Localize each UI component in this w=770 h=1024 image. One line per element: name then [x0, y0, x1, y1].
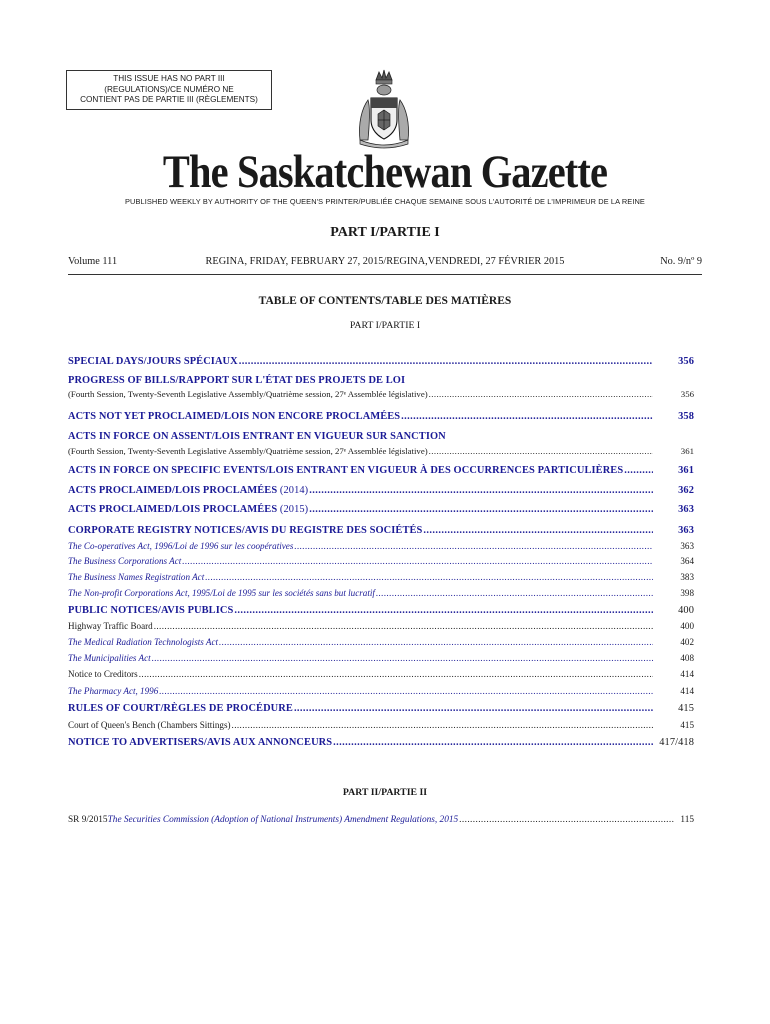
toc-entry-page: 363 [678, 525, 694, 536]
gazette-masthead-title: The Saskatchewan Gazette [162, 146, 608, 198]
toc-entry-label: Court of Queen's Bench (Chambers Sittings) [68, 720, 231, 730]
toc-entry-label: NOTICE TO ADVERTISERS/AVIS AUX ANNONCEURS [68, 737, 333, 748]
toc-entry-label: The Business Names Registration Act [68, 572, 205, 582]
toc-subentry[interactable] [68, 588, 694, 605]
toc-entry[interactable] [68, 431, 694, 446]
toc-entry-page: 415 [678, 703, 694, 714]
toc-subentry[interactable] [68, 720, 694, 737]
toc-entry-label: SPECIAL DAYS/JOURS SPÉCIAUX [68, 356, 238, 367]
toc-entry[interactable] [68, 465, 694, 485]
toc-entry-year: (2015) [279, 504, 309, 515]
toc-entry[interactable] [68, 504, 694, 525]
toc-entry-label: The Medical Radiation Technologists Act [68, 637, 219, 647]
toc-entry-label: CORPORATE REGISTRY NOTICES/AVIS DU REGISTRE DES SOCIÉTÉS [68, 525, 423, 536]
toc-entry-page: 362 [678, 485, 694, 496]
notice-line-3: CONTIENT PAS DE PARTIE III (RÈGLEMENTS) [80, 95, 258, 105]
toc-entry-label: ACTS NOT YET PROCLAIMED/LOIS NON ENCORE PROCLAMÉES [68, 411, 401, 422]
toc-title: TABLE OF CONTENTS/TABLE DES MATIÈRES [258, 295, 512, 307]
toc-entry[interactable] [68, 737, 694, 754]
saskatchewan-coat-of-arms-icon [354, 68, 414, 150]
toc-entry[interactable] [68, 605, 694, 621]
toc-entry[interactable] [68, 356, 694, 375]
toc-entry[interactable] [68, 485, 694, 504]
toc-entry-label: (Fourth Session, Twenty-Seventh Legislative Assembly/Quatrième session, 27ᵉ Assemblée législative) [68, 446, 428, 456]
toc-entry-page: 363 [680, 541, 694, 551]
toc-entry-label: RULES OF COURT/RÈGLES DE PROCÉDURE [68, 703, 293, 714]
toc-subentry[interactable] [68, 621, 694, 637]
toc-subentry[interactable] [68, 572, 694, 588]
toc-entry-page: 356 [678, 356, 694, 367]
issue-info-line [68, 253, 702, 275]
toc-subentry[interactable] [68, 669, 694, 686]
toc-subentry[interactable] [68, 556, 694, 572]
toc-entry-page: 414 [680, 669, 694, 679]
toc-entry[interactable] [68, 375, 694, 389]
volume-number: Volume 111 [68, 256, 118, 267]
toc-entry-note[interactable] [68, 389, 694, 411]
toc-entry-page: 400 [678, 605, 694, 616]
toc-entry-page: 408 [680, 653, 694, 663]
toc-entry-page: 415 [680, 720, 694, 730]
notice-line-2: (REGULATIONS)/CE NUMÉRO NE [104, 84, 234, 94]
toc-entry-page: 361 [680, 446, 694, 456]
toc-entry-label: The Non-profit Corporations Act, 1995/Loi de 1995 sur les sociétés sans but lucratif [68, 588, 375, 598]
toc-entry-page: 358 [678, 411, 694, 422]
toc-entry[interactable] [68, 525, 694, 541]
toc-subtitle: PART I/PARTIE I [349, 320, 421, 331]
toc-entry-page: 383 [680, 572, 694, 582]
toc-entry-label: PROGRESS OF BILLS/RAPPORT SUR L'ÉTAT DES PROJETS DE LOI [68, 375, 406, 386]
toc-entry-label: Highway Traffic Board [68, 621, 153, 631]
no-part-iii-notice [66, 70, 272, 110]
toc-entry-page: 400 [680, 621, 694, 631]
toc-entry[interactable] [68, 411, 694, 431]
toc-entry-page: 364 [680, 556, 694, 566]
toc-entry-year: (2014) [279, 485, 309, 496]
toc-entry-label: ACTS PROCLAIMED/LOIS PROCLAMÉES [68, 504, 278, 515]
toc-entry-label: (Fourth Session, Twenty-Seventh Legislative Assembly/Quatrième session, 27ᵉ Assemblée législative) [68, 389, 428, 399]
toc-entry[interactable] [68, 703, 694, 720]
part-ii-entry[interactable] [68, 815, 694, 825]
table-of-contents [68, 356, 694, 754]
toc-subentry[interactable] [68, 653, 694, 669]
header-divider [68, 274, 702, 275]
toc-entry-label: The Co-operatives Act, 1996/Loi de 1996 sur les coopératives [68, 541, 294, 551]
toc-entry-label: The Business Corporations Act [68, 556, 182, 566]
issue-date: REGINA, FRIDAY, FEBRUARY 27, 2015/REGINA,VENDREDI, 27 FÉVRIER 2015 [205, 256, 565, 267]
toc-entry-page: 361 [678, 465, 694, 476]
part-ii-heading: PART II/PARTIE II [342, 787, 428, 798]
issue-number: No. 9/nº 9 [660, 256, 702, 267]
regulation-code: SR 9/2015 [68, 815, 108, 825]
toc-entry-page: 417/418 [659, 737, 694, 748]
toc-entry-label: PUBLIC NOTICES/AVIS PUBLICS [68, 605, 234, 616]
toc-entry-page: 398 [680, 588, 694, 598]
regulation-page: 115 [680, 815, 695, 825]
notice-line-1: THIS ISSUE HAS NO PART III [113, 74, 225, 84]
toc-entry-label: The Municipalities Act [68, 653, 151, 663]
regulation-title: The Securities Commission (Adoption of National Instruments) Amendment Regulations, 2015 [107, 815, 459, 825]
toc-entry-label: The Pharmacy Act, 1996 [68, 686, 159, 696]
masthead-tagline: PUBLISHED WEEKLY BY AUTHORITY OF THE QUEEN'S PRINTER/PUBLIÉE CHAQUE SEMAINE SOUS L'AUTORITÉ DE L'IMPRIMEUR DE LA REINE [125, 197, 645, 206]
toc-entry-label: ACTS IN FORCE ON SPECIFIC EVENTS/LOIS ENTRANT EN VIGUEUR À DES OCCURRENCES PARTICULIÈRES [68, 465, 624, 476]
part-i-heading: PART I/PARTIE I [330, 225, 440, 240]
toc-entry-page: 402 [680, 637, 694, 647]
toc-entry-page: 414 [680, 686, 694, 696]
toc-subentry[interactable] [68, 686, 694, 703]
toc-entry-label: Notice to Creditors [68, 669, 138, 679]
toc-entry-note[interactable] [68, 446, 694, 465]
toc-entry-page: 363 [678, 504, 694, 515]
toc-entry-label: ACTS IN FORCE ON ASSENT/LOIS ENTRANT EN VIGUEUR SUR SANCTION [68, 431, 446, 442]
toc-entry-label: ACTS PROCLAIMED/LOIS PROCLAMÉES [68, 485, 278, 496]
toc-subentry[interactable] [68, 541, 694, 556]
toc-entry-page: 356 [680, 389, 694, 399]
toc-subentry[interactable] [68, 637, 694, 653]
